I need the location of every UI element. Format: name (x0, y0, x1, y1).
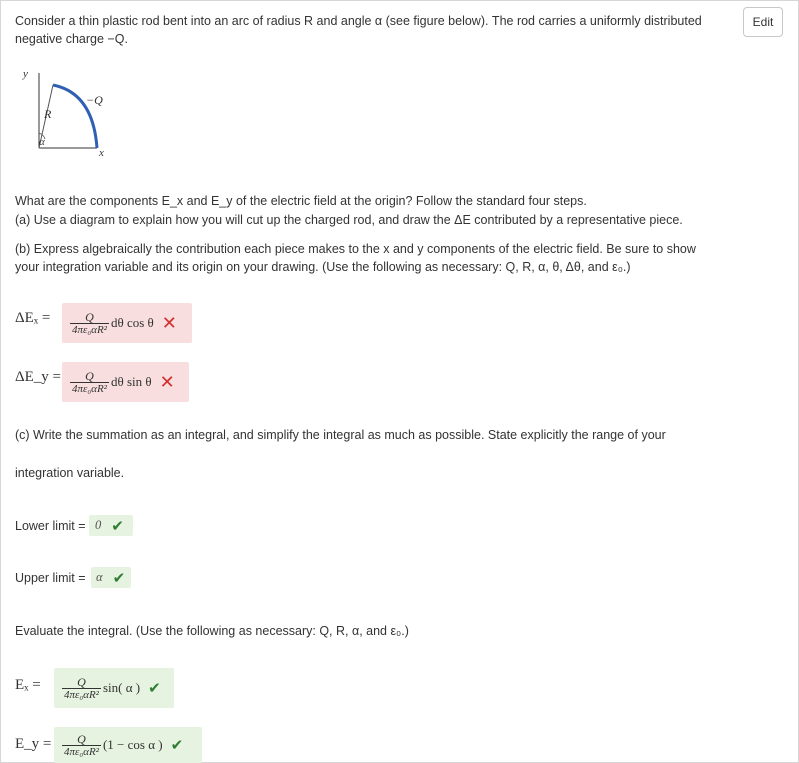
problem-text-line1: Consider a thin plastic rod bent into an arc of radius R and angle α (see figure below). The rod carries a uniformly distributed (15, 14, 702, 28)
ey-numerator: Q (77, 731, 86, 746)
ex-fraction (62, 676, 101, 701)
charge-label: −Q (86, 93, 103, 107)
correct-check-icon: ✔ (170, 736, 184, 754)
evaluate-instruction: Evaluate the integral. (Use the following as necessary: Q, R, α, and ε₀.) (15, 624, 409, 638)
delta-ex-label: ΔEₓ = (15, 310, 51, 326)
correct-check-icon: ✔ (148, 679, 161, 697)
lower-limit-label: Lower limit = (15, 519, 86, 533)
ex-answer[interactable] (54, 668, 174, 708)
delta-ex-denominator: 4πε₀αR² (72, 323, 107, 336)
ey-expression: (1 − cos α ) (102, 737, 163, 752)
y-axis-label: y (23, 68, 28, 80)
radius-label: R (44, 107, 52, 121)
part-b-line1: (b) Express algebraically the contribution each piece makes to the x and y components of the electric field. Be sure to show (15, 242, 696, 256)
question-intro: What are the components E_x and E_y of the electric field at the origin? Follow the standard four steps. (15, 194, 587, 208)
part-c-line1: (c) Write the summation as an integral, and simplify the integral as much as possible. State explicitly the range of your (15, 428, 666, 442)
delta-ex-expression: dθ cos θ (110, 315, 154, 330)
problem-text-line2: negative charge −Q. (15, 32, 128, 46)
correct-check-icon: ✔ (111, 516, 124, 535)
ey-fraction (62, 733, 101, 758)
delta-ey-expression: dθ sin θ (110, 374, 152, 389)
part-a-text: (a) Use a diagram to explain how you will cut up the charged rod, and draw the ΔE contributed by a representative piece. (15, 213, 683, 227)
ey-label: E_y = (15, 736, 52, 752)
delta-ey-denominator: 4πε₀αR² (72, 382, 107, 395)
angle-label: α (39, 136, 45, 148)
upper-limit-value: α (96, 570, 103, 584)
incorrect-x-icon: ✕ (161, 312, 177, 334)
correct-check-icon: ✔ (112, 568, 126, 587)
incorrect-x-icon: ✕ (159, 371, 175, 393)
ex-label: Eₓ = (15, 677, 41, 693)
delta-ey-fraction (70, 370, 109, 395)
ex-expression: sin( α ) (102, 680, 141, 695)
edit-button[interactable]: Edit (743, 7, 783, 37)
lower-limit-value: 0 (95, 518, 102, 532)
delta-ex-numerator: Q (85, 309, 94, 324)
delta-ex-fraction (70, 311, 109, 336)
upper-limit-answer[interactable] (91, 567, 131, 588)
lower-limit-answer[interactable] (89, 515, 133, 536)
ey-denominator: 4πε₀αR² (64, 745, 99, 758)
part-c-line2: integration variable. (15, 466, 125, 480)
part-b-line2: your integration variable and its origin on your drawing. (Use the following as necessary: Q, R, α, θ, Δθ, and ε₀.) (15, 260, 631, 274)
delta-ey-answer[interactable] (62, 362, 189, 402)
upper-limit-label: Upper limit = (15, 571, 86, 585)
delta-ex-answer[interactable] (62, 303, 192, 343)
x-axis-label: x (99, 147, 104, 159)
ey-answer[interactable] (54, 727, 202, 763)
ex-denominator: 4πε₀αR² (64, 688, 99, 701)
ex-numerator: Q (77, 674, 86, 689)
delta-ey-label: ΔE_y = (15, 369, 62, 385)
arc-figure (15, 63, 125, 163)
delta-ey-numerator: Q (85, 368, 94, 383)
